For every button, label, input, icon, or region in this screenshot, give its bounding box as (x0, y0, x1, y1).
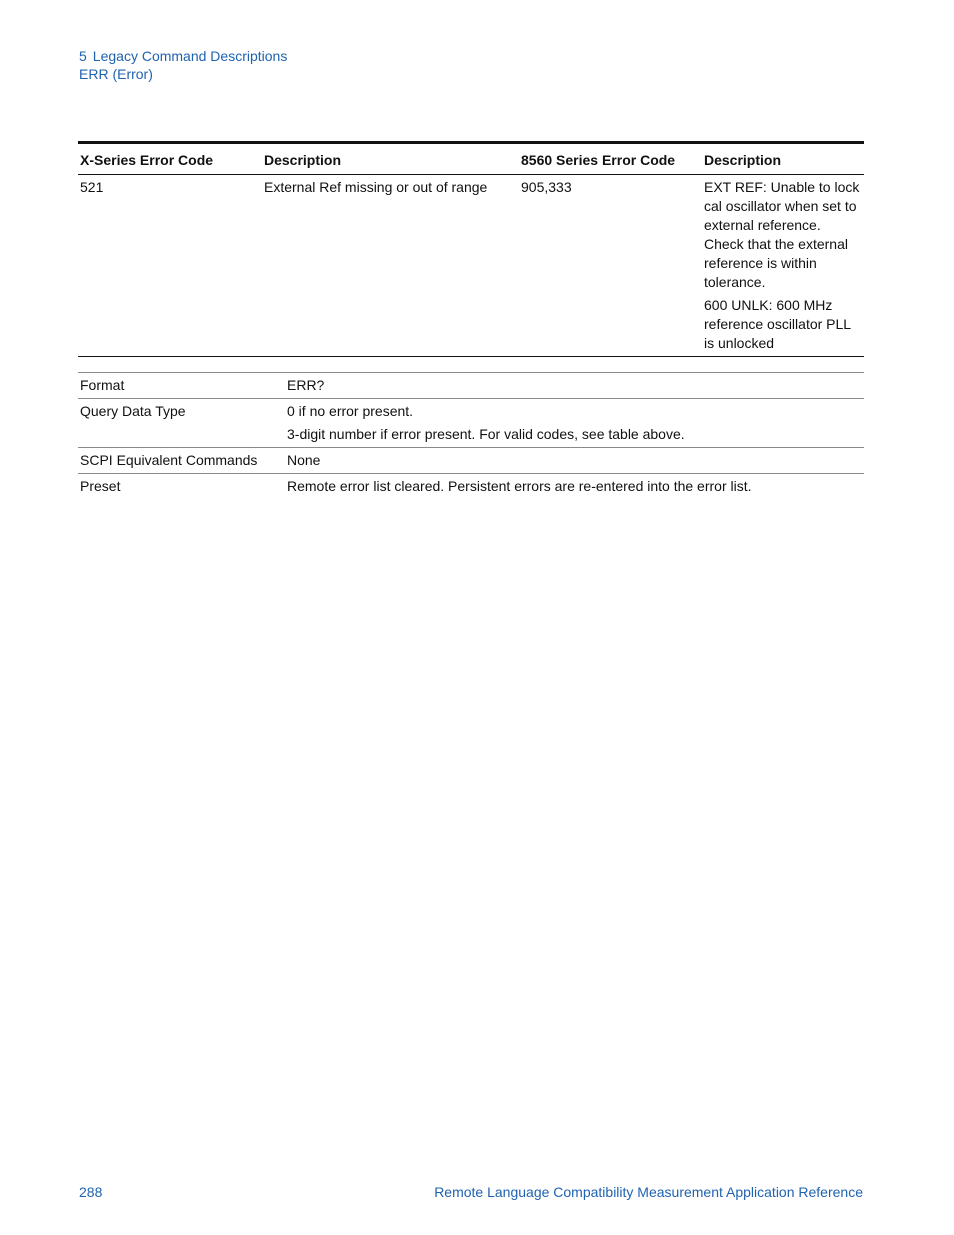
column-header-8560-description: Description (704, 152, 782, 168)
chapter-heading (79, 47, 287, 65)
attribute-value-line: 3-digit number if error present. For valid codes, see table above. (287, 426, 685, 442)
xseries-description-cell: External Ref missing or out of range (264, 179, 488, 195)
column-header-xseries-description: Description (264, 152, 342, 168)
page-number: 288 (79, 1184, 103, 1200)
attribute-row-query-data-type (78, 399, 864, 448)
running-header (79, 47, 287, 83)
attribute-value-line: Remote error list cleared. Persistent errors are re-entered into the error list. (287, 478, 752, 494)
column-header-xseries-code: X-Series Error Code (80, 152, 214, 168)
attribute-label: Format (80, 377, 125, 393)
xseries-code-cell: 521 (80, 179, 104, 195)
chapter-title: Legacy Command Descriptions (92, 48, 288, 64)
attribute-value (287, 402, 864, 444)
table-header-row (78, 144, 864, 175)
attribute-value (287, 376, 864, 395)
attribute-row-preset (78, 474, 864, 499)
attribute-value-line: 0 if no error present. (287, 403, 414, 419)
attribute-value-line: None (287, 452, 321, 468)
attribute-value (287, 477, 864, 496)
chapter-number: 5 (79, 48, 87, 64)
8560-code-cell: 905,333 (521, 179, 572, 195)
section-title: ERR (Error) (79, 66, 153, 82)
attribute-row-scpi-equivalent (78, 448, 864, 474)
command-attributes-table (78, 372, 864, 499)
table-row (78, 175, 864, 356)
8560-description-cell (704, 178, 864, 353)
attribute-label: Preset (80, 478, 121, 494)
attribute-row-format (78, 373, 864, 399)
attribute-label: Query Data Type (80, 403, 186, 419)
document-title: Remote Language Compatibility Measurement Application Reference (434, 1184, 863, 1200)
attribute-value-line: ERR? (287, 377, 325, 393)
attribute-label: SCPI Equivalent Commands (80, 452, 258, 468)
8560-description-paragraph: 600 UNLK: 600 MHz reference oscillator PLL is unlocked (704, 297, 851, 351)
error-code-table (78, 141, 864, 357)
column-header-8560-code: 8560 Series Error Code (521, 152, 676, 168)
8560-description-paragraph: EXT REF: Unable to lock cal oscillator when set to external reference. Check that the external reference is within tolerance. (704, 179, 860, 290)
attribute-value (287, 451, 864, 470)
